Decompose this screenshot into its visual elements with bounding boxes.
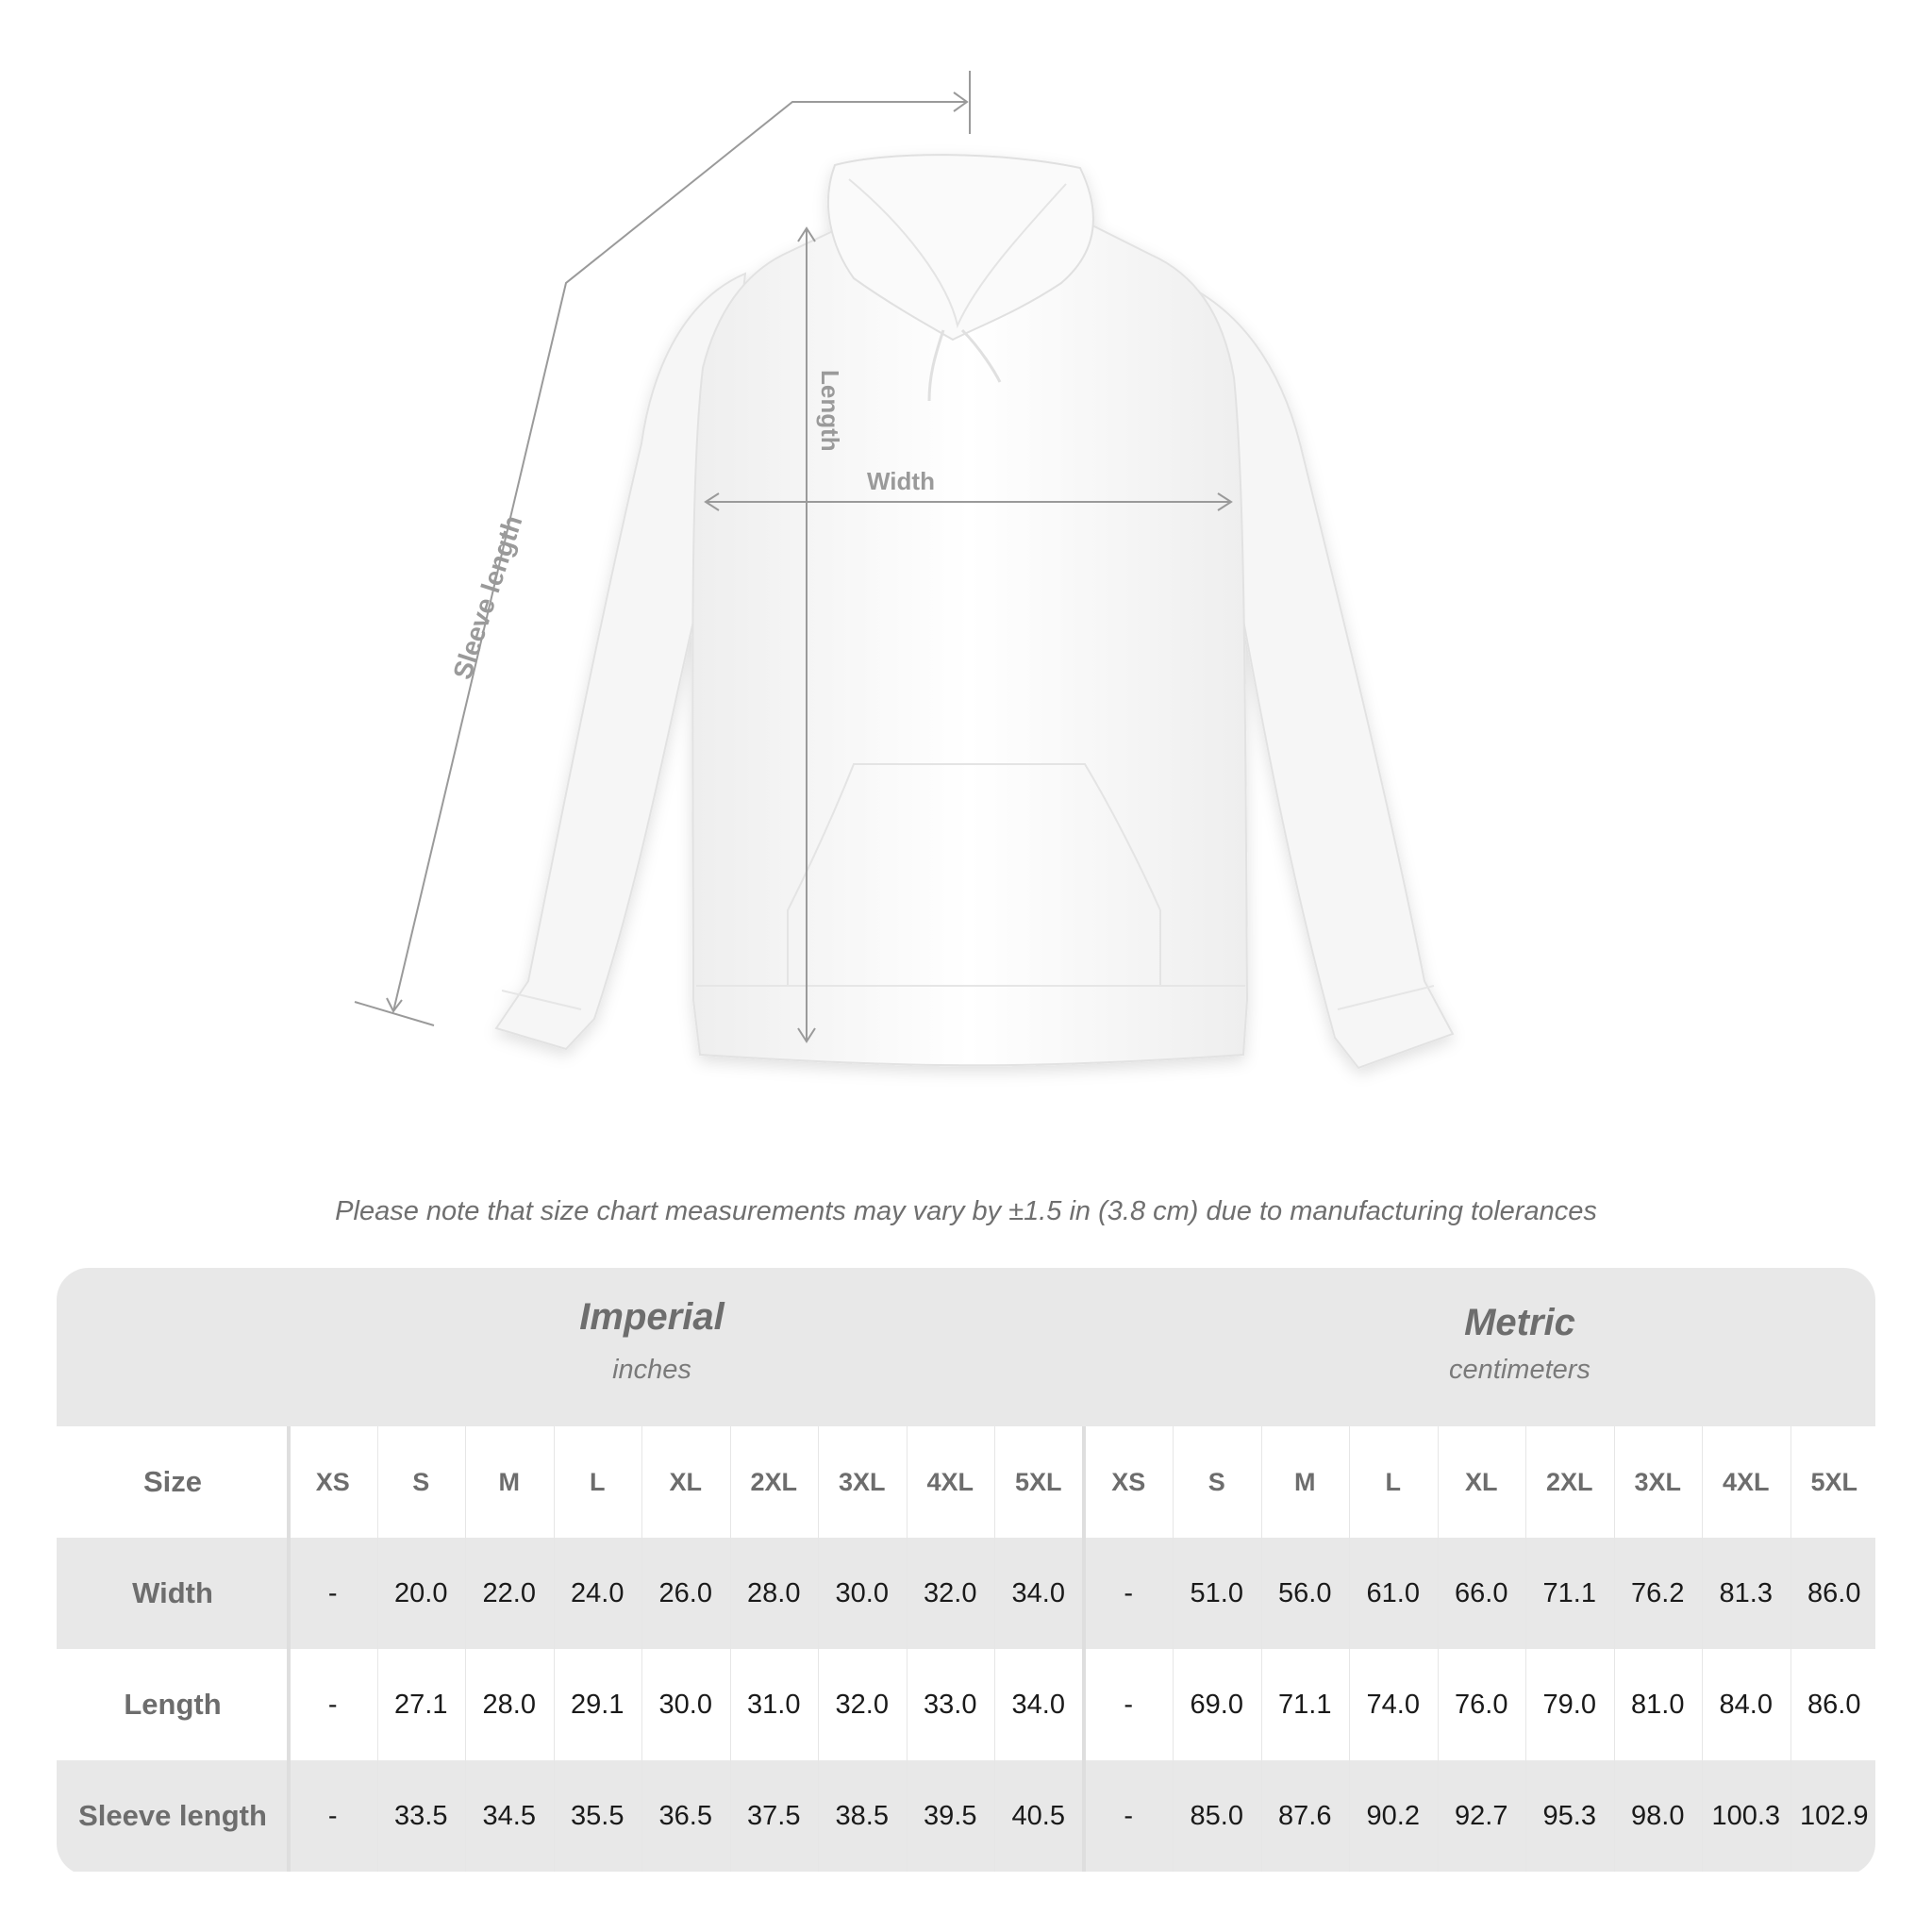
imperial-value-cell: 36.5 <box>658 1801 712 1831</box>
column-divider <box>818 1426 819 1872</box>
imperial-value-cell: 32.0 <box>835 1690 889 1720</box>
column-divider <box>1790 1426 1791 1872</box>
metric-value-cell: 100.3 <box>1711 1801 1781 1831</box>
imperial-value-cell: - <box>327 1690 338 1720</box>
metric-value-cell: 79.0 <box>1542 1690 1596 1720</box>
metric-value-cell: - <box>1124 1578 1134 1608</box>
imperial-value-cell: - <box>327 1578 338 1608</box>
metric-value-cell: 98.0 <box>1631 1801 1685 1831</box>
imperial-value-cell: 34.5 <box>482 1801 536 1831</box>
imperial-value-cell: 28.0 <box>482 1690 536 1720</box>
imperial-value-cell: 32.0 <box>924 1578 977 1608</box>
metric-value-cell: 76.2 <box>1631 1578 1685 1608</box>
metric-value-cell: 61.0 <box>1366 1578 1420 1608</box>
metric-value-cell: 71.1 <box>1278 1690 1332 1720</box>
imperial-value-cell: 24.0 <box>571 1578 625 1608</box>
metric-title: Metric <box>1464 1302 1575 1343</box>
column-divider <box>1614 1426 1615 1872</box>
table-row <box>57 1760 1875 1872</box>
imperial-value-cell: 34.0 <box>1011 1690 1065 1720</box>
size-chart-table <box>57 1268 1875 1875</box>
imperial-size-header: 4XL <box>926 1468 974 1496</box>
measurement-label: Sleeve length <box>78 1799 267 1832</box>
hoodie-body <box>692 206 1247 1066</box>
column-divider <box>1702 1426 1703 1872</box>
metric-value-cell: 51.0 <box>1190 1578 1243 1608</box>
metric-unit: centimeters <box>1449 1355 1591 1385</box>
column-divider <box>1525 1426 1526 1872</box>
metric-value-cell: 74.0 <box>1366 1690 1420 1720</box>
imperial-size-header: 2XL <box>750 1468 798 1496</box>
imperial-value-cell: 28.0 <box>747 1578 801 1608</box>
metric-size-header: M <box>1294 1468 1316 1496</box>
metric-value-cell: 90.2 <box>1366 1801 1420 1831</box>
imperial-value-cell: 33.5 <box>394 1801 448 1831</box>
imperial-value-cell: 31.0 <box>747 1690 801 1720</box>
imperial-value-cell: 37.5 <box>747 1801 801 1831</box>
imperial-value-cell: 20.0 <box>394 1578 448 1608</box>
metric-value-cell: 56.0 <box>1278 1578 1332 1608</box>
column-divider <box>1261 1426 1262 1872</box>
imperial-value-cell: 34.0 <box>1011 1578 1065 1608</box>
imperial-value-cell: 30.0 <box>835 1578 889 1608</box>
measurement-label: Width <box>132 1576 213 1609</box>
imperial-value-cell: 22.0 <box>482 1578 536 1608</box>
table-header-band <box>57 1268 1875 1426</box>
length-label: Length <box>816 370 844 452</box>
imperial-size-header: 5XL <box>1014 1468 1062 1496</box>
metric-size-header: 4XL <box>1722 1468 1770 1496</box>
column-divider <box>1173 1426 1174 1872</box>
column-divider <box>641 1426 642 1872</box>
width-label: Width <box>867 467 935 495</box>
metric-size-header: 3XL <box>1634 1468 1682 1496</box>
metric-value-cell: 102.9 <box>1799 1801 1869 1831</box>
hoodie-illustration <box>496 155 1453 1068</box>
imperial-value-cell: 33.0 <box>924 1690 977 1720</box>
metric-value-cell: 66.0 <box>1455 1578 1508 1608</box>
imperial-value-cell: 40.5 <box>1011 1801 1065 1831</box>
metric-value-cell: 81.3 <box>1719 1578 1773 1608</box>
metric-size-header: S <box>1208 1468 1225 1496</box>
imperial-value-cell: 30.0 <box>658 1690 712 1720</box>
imperial-size-header: L <box>590 1468 606 1496</box>
metric-value-cell: 87.6 <box>1278 1801 1332 1831</box>
column-divider <box>907 1426 908 1872</box>
imperial-value-cell: - <box>327 1801 338 1831</box>
metric-value-cell: 86.0 <box>1807 1690 1861 1720</box>
metric-value-cell: 92.7 <box>1455 1801 1508 1831</box>
imperial-value-cell: 35.5 <box>571 1801 625 1831</box>
sleeve-length-label: Sleeve length <box>447 511 528 683</box>
imperial-value-cell: 38.5 <box>835 1801 889 1831</box>
column-divider <box>994 1426 995 1872</box>
table-row <box>57 1538 1875 1649</box>
imperial-unit: inches <box>612 1355 691 1385</box>
column-divider <box>1438 1426 1439 1872</box>
label-column-divider <box>287 1426 291 1872</box>
measurement-label: Length <box>124 1688 222 1721</box>
system-divider <box>1082 1426 1086 1872</box>
imperial-size-header: XL <box>669 1468 702 1496</box>
metric-value-cell: - <box>1124 1801 1134 1831</box>
metric-size-header: XL <box>1464 1468 1498 1496</box>
imperial-value-cell: 39.5 <box>924 1801 977 1831</box>
imperial-size-header: XS <box>315 1468 350 1496</box>
imperial-size-header: M <box>498 1468 520 1496</box>
size-row-label: Size <box>142 1465 203 1498</box>
imperial-title: Imperial <box>579 1296 724 1338</box>
metric-value-cell: 84.0 <box>1719 1690 1773 1720</box>
imperial-value-cell: 27.1 <box>394 1690 448 1720</box>
column-divider <box>465 1426 466 1872</box>
metric-size-header: L <box>1385 1468 1401 1496</box>
metric-size-header: 5XL <box>1810 1468 1858 1496</box>
imperial-size-header: S <box>412 1468 430 1496</box>
table-row <box>57 1649 1875 1760</box>
tolerance-note: Please note that size chart measurements may vary by ±1.5 in (3.8 cm) due to manufacturing tolerances <box>335 1196 1597 1226</box>
metric-value-cell: 71.1 <box>1542 1578 1596 1608</box>
metric-value-cell: 85.0 <box>1190 1801 1243 1831</box>
imperial-value-cell: 29.1 <box>571 1690 625 1720</box>
imperial-size-header: 3XL <box>838 1468 886 1496</box>
metric-value-cell: 76.0 <box>1455 1690 1508 1720</box>
metric-value-cell: 86.0 <box>1807 1578 1861 1608</box>
column-divider <box>730 1426 731 1872</box>
size-header-row <box>57 1426 1875 1538</box>
imperial-value-cell: 26.0 <box>658 1578 712 1608</box>
metric-value-cell: - <box>1124 1690 1134 1720</box>
column-divider <box>554 1426 555 1872</box>
metric-value-cell: 81.0 <box>1631 1690 1685 1720</box>
metric-value-cell: 69.0 <box>1190 1690 1243 1720</box>
column-divider <box>1349 1426 1350 1872</box>
metric-size-header: XS <box>1111 1468 1146 1496</box>
metric-size-header: 2XL <box>1545 1468 1593 1496</box>
column-divider <box>377 1426 378 1872</box>
metric-value-cell: 95.3 <box>1542 1801 1596 1831</box>
